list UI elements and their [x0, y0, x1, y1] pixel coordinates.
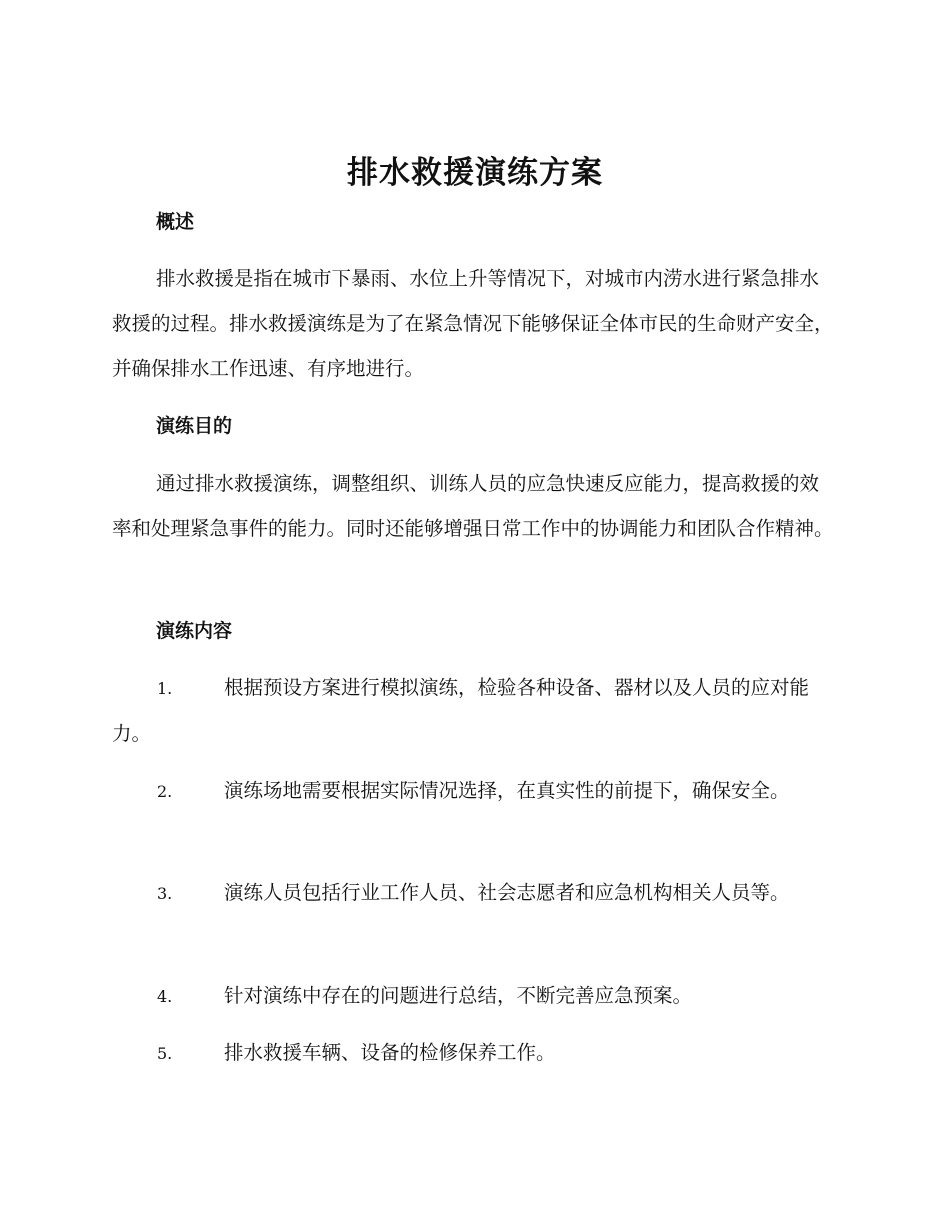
- section-heading-overview: 概述: [156, 211, 195, 233]
- list-item-text: 排水救援车辆、设备的检修保养工作。: [224, 1041, 556, 1064]
- section-paragraph-purpose: 通过排水救援演练，调整组织、训练人员的应急快速反应能力，提高救援的效率和处理紧急事件的能力。同时还能够增强日常工作中的协调能力和团队合作精神。: [112, 472, 834, 540]
- list-item-number: 1.: [157, 679, 173, 698]
- section-heading-purpose: 演练目的: [156, 415, 233, 437]
- section-paragraph-overview: 排水救援是指在城市下暴雨、水位上升等情况下，对城市内涝水进行紧急排水救援的过程。排水救援演练是为了在紧急情况下能够保证全体市民的生命财产安全，并确保排水工作迅速、有序地进行。: [112, 267, 834, 380]
- list-item: [112, 870, 834, 916]
- list-item-number: 4.: [157, 987, 173, 1006]
- section-heading-content: 演练内容: [156, 620, 233, 642]
- list-item: [112, 768, 834, 814]
- list-item: [112, 1030, 834, 1076]
- list-item: [112, 665, 834, 756]
- list-item-text: 针对演练中存在的问题进行总结，不断完善应急预案。: [224, 984, 693, 1007]
- list-item: [112, 973, 834, 1019]
- list-item-number: 5.: [157, 1044, 173, 1063]
- list-item-text: 演练人员包括行业工作人员、社会志愿者和应急机构相关人员等。: [224, 881, 790, 904]
- list-item-text: 根据预设方案进行模拟演练，检验各种设备、器材以及人员的应对能力。: [112, 676, 810, 745]
- list-item-number: 3.: [157, 884, 173, 903]
- list-item-text: 演练场地需要根据实际情况选择，在真实性的前提下，确保安全。: [224, 779, 790, 802]
- list-item-number: 2.: [157, 782, 173, 801]
- document-title: 排水救援演练方案: [347, 155, 603, 191]
